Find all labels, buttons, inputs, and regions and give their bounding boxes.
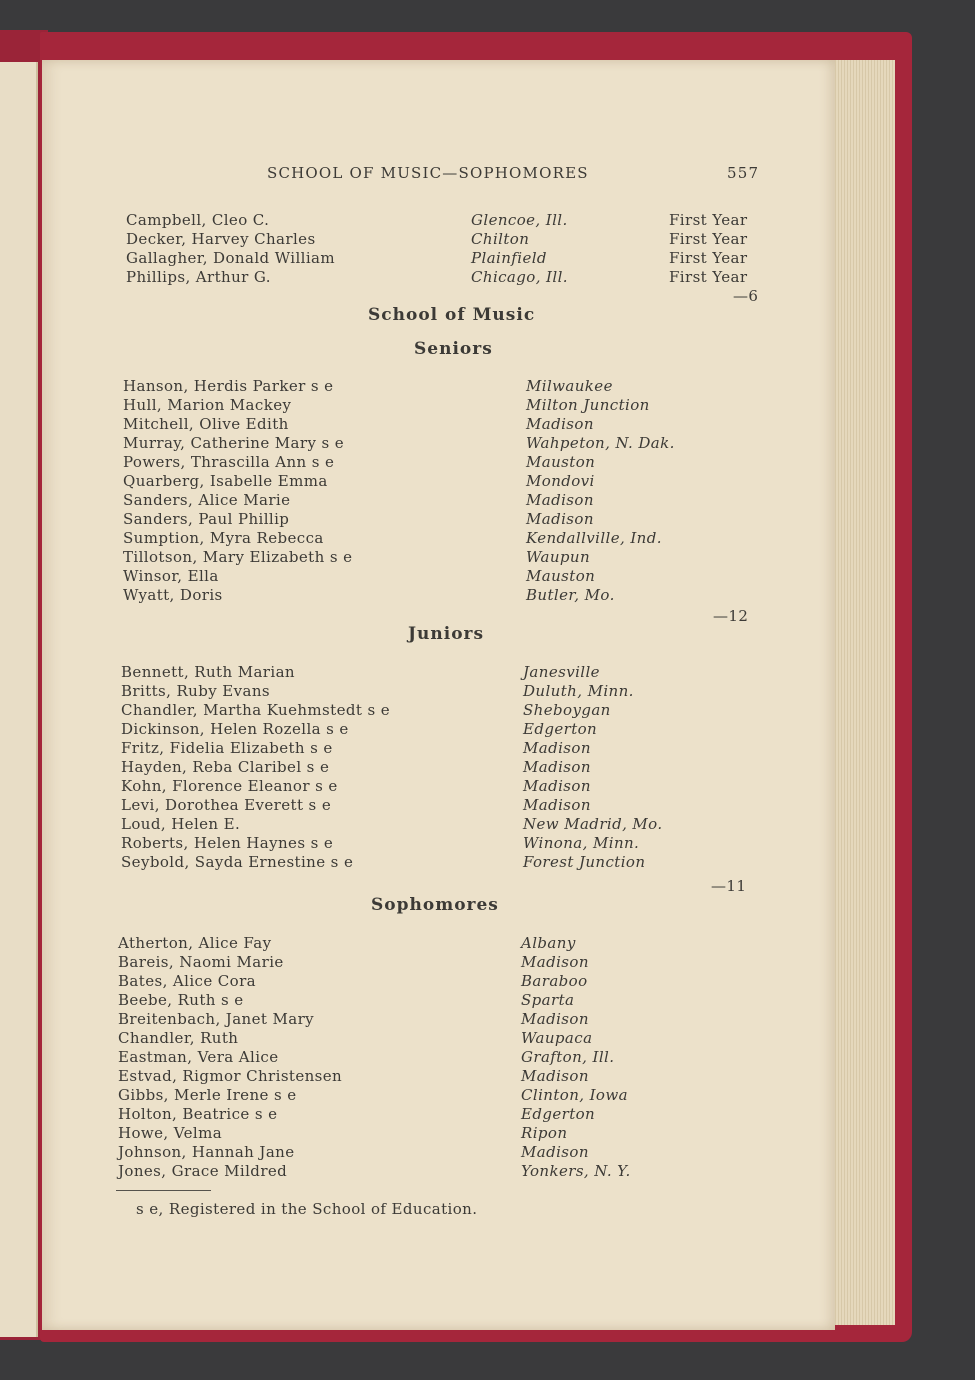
group-total: —11 bbox=[711, 877, 747, 895]
entry-name: Tillotson, Mary Elizabeth s e bbox=[123, 548, 353, 566]
entry-name: Loud, Helen E. bbox=[121, 815, 241, 833]
entry-place: Plainfield bbox=[471, 249, 547, 267]
entry-place: Albany bbox=[521, 934, 576, 952]
entry-place: Ripon bbox=[521, 1124, 568, 1142]
entry-place: Madison bbox=[521, 1010, 589, 1028]
entry-place: Edgerton bbox=[521, 1105, 596, 1123]
entry-name: Hayden, Reba Claribel s e bbox=[121, 758, 330, 776]
entry-name: Wyatt, Doris bbox=[123, 586, 223, 604]
entry-name: Hull, Marion Mackey bbox=[123, 396, 292, 414]
entry-place: Milwaukee bbox=[526, 377, 613, 395]
entry-name: Gibbs, Merle Irene s e bbox=[118, 1086, 297, 1104]
page-number: 557 bbox=[727, 164, 760, 182]
entry-place: Madison bbox=[523, 739, 591, 757]
entry-place: Sparta bbox=[521, 991, 575, 1009]
entry-name: Estvad, Rigmor Christensen bbox=[118, 1067, 343, 1085]
entry-name: Mitchell, Olive Edith bbox=[123, 415, 289, 433]
entry-place: New Madrid, Mo. bbox=[523, 815, 663, 833]
entry-name: Bennett, Ruth Marian bbox=[121, 663, 295, 681]
entry-place: Madison bbox=[523, 758, 591, 776]
entry-name: Seybold, Sayda Ernestine s e bbox=[121, 853, 354, 871]
entry-name: Powers, Thrascilla Ann s e bbox=[123, 453, 335, 471]
entry-name: Chandler, Martha Kuehmstedt s e bbox=[121, 701, 390, 719]
entry-name: Atherton, Alice Fay bbox=[118, 934, 272, 952]
entry-place: Madison bbox=[526, 491, 594, 509]
section-title: School of Music bbox=[368, 305, 536, 325]
entry-place: Forest Junction bbox=[523, 853, 646, 871]
entry-name: Chandler, Ruth bbox=[118, 1029, 239, 1047]
entry-name: Phillips, Arthur G. bbox=[126, 268, 271, 286]
entry-place: Glencoe, Ill. bbox=[471, 211, 568, 229]
entry-name: Sanders, Paul Phillip bbox=[123, 510, 290, 528]
entry-place: Grafton, Ill. bbox=[521, 1048, 615, 1066]
entry-place: Edgerton bbox=[523, 720, 598, 738]
entry-year: First Year bbox=[669, 268, 748, 286]
entry-place: Waupun bbox=[526, 548, 591, 566]
entry-place: Baraboo bbox=[521, 972, 588, 990]
entry-place: Sheboygan bbox=[523, 701, 611, 719]
entry-place: Madison bbox=[521, 1143, 589, 1161]
group-total: —12 bbox=[713, 607, 749, 625]
running-title: SCHOOL OF MUSIC—SOPHOMORES bbox=[267, 164, 589, 182]
footnote-rule bbox=[116, 1190, 211, 1191]
entry-name: Sanders, Alice Marie bbox=[123, 491, 291, 509]
entry-place: Duluth, Minn. bbox=[523, 682, 634, 700]
entry-name: Levi, Dorothea Everett s e bbox=[121, 796, 332, 814]
entry-place: Madison bbox=[523, 777, 591, 795]
entry-name: Eastman, Vera Alice bbox=[118, 1048, 279, 1066]
entry-name: Roberts, Helen Haynes s e bbox=[121, 834, 334, 852]
entry-place: Winona, Minn. bbox=[523, 834, 640, 852]
entry-place: Madison bbox=[526, 510, 594, 528]
entry-name: Fritz, Fidelia Elizabeth s e bbox=[121, 739, 333, 757]
entry-name: Bates, Alice Cora bbox=[118, 972, 256, 990]
entry-year: First Year bbox=[669, 249, 748, 267]
entry-place: Kendallville, Ind. bbox=[526, 529, 662, 547]
entry-name: Howe, Velma bbox=[118, 1124, 223, 1142]
entry-name: Sumption, Myra Rebecca bbox=[123, 529, 324, 547]
page-block-edge bbox=[833, 60, 895, 1325]
entry-name: Winsor, Ella bbox=[123, 567, 219, 585]
entry-year: First Year bbox=[669, 211, 748, 229]
entry-place: Janesville bbox=[523, 663, 600, 681]
entry-place: Mondovi bbox=[526, 472, 595, 490]
entry-name: Quarberg, Isabelle Emma bbox=[123, 472, 328, 490]
entry-place: Mauston bbox=[526, 567, 596, 585]
facing-page-edge bbox=[0, 62, 38, 1337]
entry-name: Breitenbach, Janet Mary bbox=[118, 1010, 315, 1028]
entry-name: Britts, Ruby Evans bbox=[121, 682, 271, 700]
entry-name: Bareis, Naomi Marie bbox=[118, 953, 284, 971]
entry-place: Butler, Mo. bbox=[526, 586, 615, 604]
entry-name: Beebe, Ruth s e bbox=[118, 991, 244, 1009]
group-heading: Sophomores bbox=[371, 895, 499, 915]
entry-name: Holton, Beatrice s e bbox=[118, 1105, 278, 1123]
footnote: s e, Registered in the School of Education. bbox=[136, 1200, 478, 1218]
entry-name: Decker, Harvey Charles bbox=[126, 230, 316, 248]
section-total: —6 bbox=[733, 287, 759, 305]
entry-place: Madison bbox=[526, 415, 594, 433]
entry-name: Jones, Grace Mildred bbox=[118, 1162, 288, 1180]
group-heading: Seniors bbox=[414, 339, 493, 359]
entry-place: Milton Junction bbox=[526, 396, 650, 414]
entry-place: Chilton bbox=[471, 230, 530, 248]
entry-name: Gallagher, Donald William bbox=[126, 249, 335, 267]
entry-place: Madison bbox=[523, 796, 591, 814]
entry-place: Wahpeton, N. Dak. bbox=[526, 434, 675, 452]
entry-place: Yonkers, N. Y. bbox=[521, 1162, 631, 1180]
entry-place: Chicago, Ill. bbox=[471, 268, 568, 286]
entry-name: Hanson, Herdis Parker s e bbox=[123, 377, 334, 395]
entry-name: Dickinson, Helen Rozella s e bbox=[121, 720, 349, 738]
entry-place: Madison bbox=[521, 953, 589, 971]
entry-name: Kohn, Florence Eleanor s e bbox=[121, 777, 338, 795]
entry-name: Murray, Catherine Mary s e bbox=[123, 434, 345, 452]
group-heading: Juniors bbox=[408, 624, 485, 644]
entry-name: Johnson, Hannah Jane bbox=[118, 1143, 295, 1161]
entry-year: First Year bbox=[669, 230, 748, 248]
entry-place: Madison bbox=[521, 1067, 589, 1085]
entry-place: Mauston bbox=[526, 453, 596, 471]
entry-name: Campbell, Cleo C. bbox=[126, 211, 270, 229]
entry-place: Clinton, Iowa bbox=[521, 1086, 628, 1104]
entry-place: Waupaca bbox=[521, 1029, 593, 1047]
